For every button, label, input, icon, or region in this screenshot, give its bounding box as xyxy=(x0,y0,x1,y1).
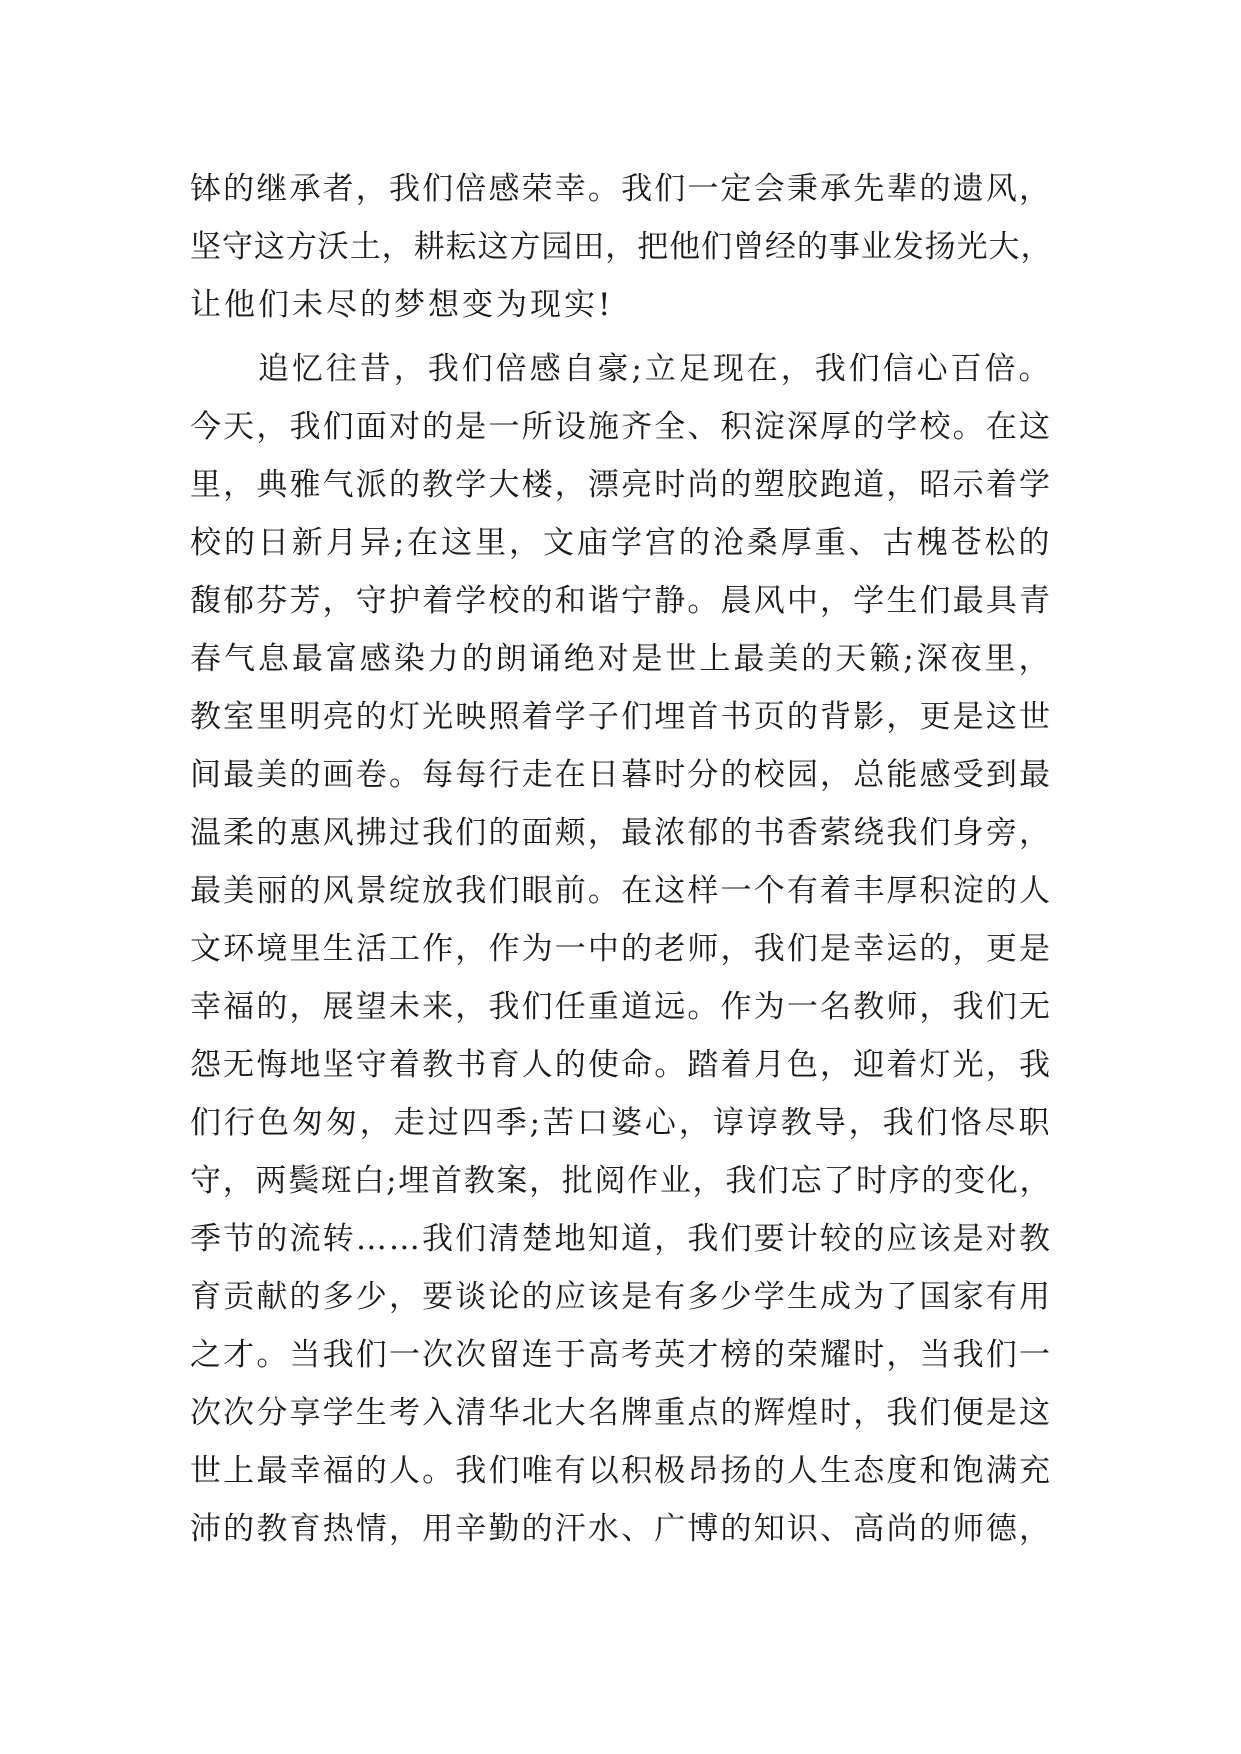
text-line: 钵的继承者，我们倍感荣幸。我们一定会秉承先辈的遗风， xyxy=(190,171,1052,207)
text-line: 怨无悔地坚守着教书育人的使命。踏着月色，迎着灯光，我 xyxy=(190,1047,1052,1083)
text-line: 季节的流转……我们清楚地知道，我们要计较的应该是对教 xyxy=(190,1221,1052,1257)
text-line: 春气息最富感染力的朗诵绝对是世上最美的天籁;深夜里， xyxy=(190,641,1052,677)
text-line: 之才。当我们一次次留连于高考英才榜的荣耀时，当我们一 xyxy=(190,1337,1052,1373)
text-line: 今天，我们面对的是一所设施齐全、积淀深厚的学校。在这 xyxy=(190,409,1052,445)
text-line: 让他们未尽的梦想变为现实! xyxy=(190,287,614,323)
text-line: 温柔的惠风拂过我们的面颊，最浓郁的书香萦绕我们身旁， xyxy=(190,815,1052,851)
text-line: 间最美的画卷。每每行走在日暮时分的校园，总能感受到最 xyxy=(190,757,1052,793)
paragraph-1 xyxy=(190,160,1052,334)
text-line: 文环境里生活工作，作为一中的老师，我们是幸运的，更是 xyxy=(190,931,1052,967)
text-line: 最美丽的风景绽放我们眼前。在这样一个有着丰厚积淀的人 xyxy=(190,873,1052,909)
text-line: 校的日新月异;在这里，文庙学宫的沧桑厚重、古槐苍松的 xyxy=(190,525,1052,561)
text-line: 馥郁芬芳，守护着学校的和谐宁静。晨风中，学生们最具青 xyxy=(190,583,1052,619)
text-line: 守，两鬓斑白;埋首教案，批阅作业，我们忘了时序的变化， xyxy=(190,1163,1052,1199)
text-line: 追忆往昔，我们倍感自豪;立足现在，我们信心百倍。 xyxy=(190,351,1052,387)
text-line: 教室里明亮的灯光映照着学子们埋首书页的背影，更是这世 xyxy=(190,699,1052,735)
text-line: 世上最幸福的人。我们唯有以积极昂扬的人生态度和饱满充 xyxy=(190,1453,1052,1489)
text-line: 幸福的，展望未来，我们任重道远。作为一名教师，我们无 xyxy=(190,989,1052,1025)
text-line: 沛的教育热情，用辛勤的汗水、广博的知识、高尚的师德， xyxy=(190,1511,1052,1547)
paragraph-2 xyxy=(190,340,1052,1558)
text-line: 们行色匆匆，走过四季;苦口婆心，谆谆教导，我们恪尽职 xyxy=(190,1105,1052,1141)
document-body xyxy=(190,160,1052,1558)
text-line: 里，典雅气派的教学大楼，漂亮时尚的塑胶跑道，昭示着学 xyxy=(190,467,1052,503)
text-line: 坚守这方沃土，耕耘这方园田，把他们曾经的事业发扬光大， xyxy=(190,229,1052,265)
text-line: 次次分享学生考入清华北大名牌重点的辉煌时，我们便是这 xyxy=(190,1395,1052,1431)
text-line: 育贡献的多少，要谈论的应该是有多少学生成为了国家有用 xyxy=(190,1279,1052,1315)
